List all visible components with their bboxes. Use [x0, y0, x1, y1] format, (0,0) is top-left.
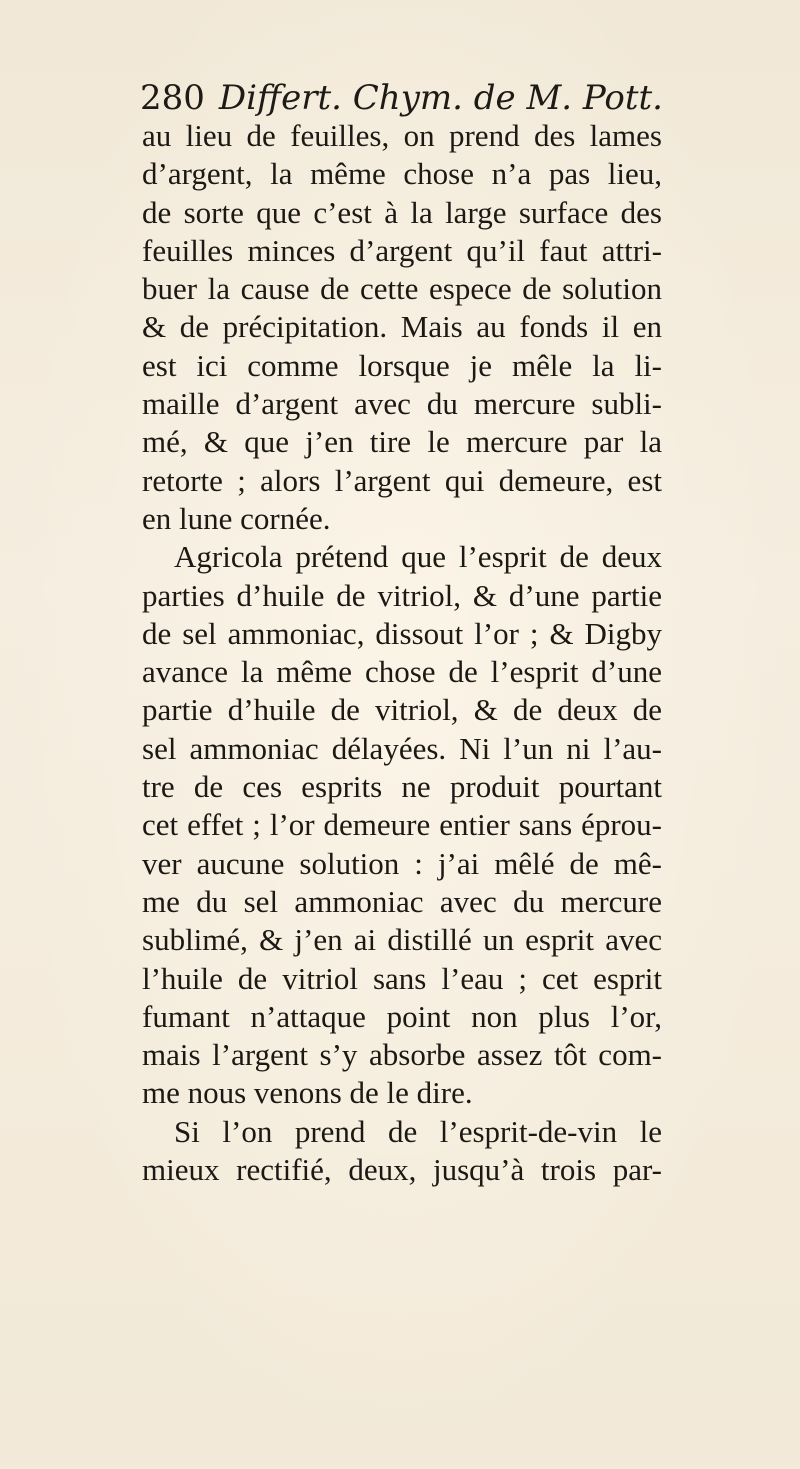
- running-title: Differt. Chym. de M. Pott.: [218, 78, 663, 118]
- text-line: buer la cause de cette espece de solution: [142, 271, 662, 307]
- text-line: sel ammoniac délayées. Ni l’un ni l’au-: [142, 730, 662, 766]
- text-line: mieux rectifié, deux, jusqu’à trois par-: [142, 1152, 662, 1188]
- text-line: maille d’argent avec du mercure subli-: [142, 386, 662, 422]
- text-line: partie d’huile de vitriol, & de deux de: [142, 692, 662, 728]
- text-line: de sel ammoniac, dissout l’or ; & Digby: [142, 615, 662, 651]
- running-head: [140, 76, 663, 120]
- text-line: fumant n’attaque point non plus l’or,: [142, 998, 662, 1034]
- text-line: me du sel ammoniac avec du mercure: [142, 883, 662, 919]
- text-line: Agricola prétend que l’esprit de deux: [174, 539, 662, 575]
- text-line: tre de ces esprits ne produit pourtant: [142, 769, 662, 805]
- text-line: & de précipitation. Mais au fonds il en: [142, 309, 662, 345]
- text-line: de sorte que c’est à la large surface des: [142, 194, 662, 230]
- text-line: ver aucune solution : j’ai mêlé de mê-: [142, 845, 662, 881]
- text-line: mais l’argent s’y absorbe assez tôt com-: [142, 1037, 662, 1073]
- text-line: en lune cornée.: [142, 500, 331, 536]
- text-line: retorte ; alors l’argent qui demeure, est: [142, 462, 662, 498]
- text-line: l’huile de vitriol sans l’eau ; cet esprit: [142, 960, 662, 996]
- text-line: parties d’huile de vitriol, & d’une partie: [142, 577, 662, 613]
- text-line: sublimé, & j’en ai distillé un esprit avec: [142, 922, 662, 958]
- text-line: Si l’on prend de l’esprit-de-vin le: [174, 1113, 662, 1149]
- text-line: mé, & que j’en tire le mercure par la: [142, 424, 662, 460]
- text-line: d’argent, la même chose n’a pas lieu,: [142, 156, 662, 192]
- text-line: avance la même chose de l’esprit d’une: [142, 654, 662, 690]
- page-number: 280: [140, 78, 205, 118]
- text-line: est ici comme lorsque je mêle la li-: [142, 347, 662, 383]
- body-text: [142, 117, 662, 1189]
- text-line: me nous venons de le dire.: [142, 1075, 473, 1111]
- text-line: feuilles minces d’argent qu’il faut attri-: [142, 232, 662, 268]
- text-line: au lieu de feuilles, on prend des lames: [142, 118, 662, 153]
- text-line: cet effet ; l’or demeure entier sans éprou-: [142, 807, 662, 843]
